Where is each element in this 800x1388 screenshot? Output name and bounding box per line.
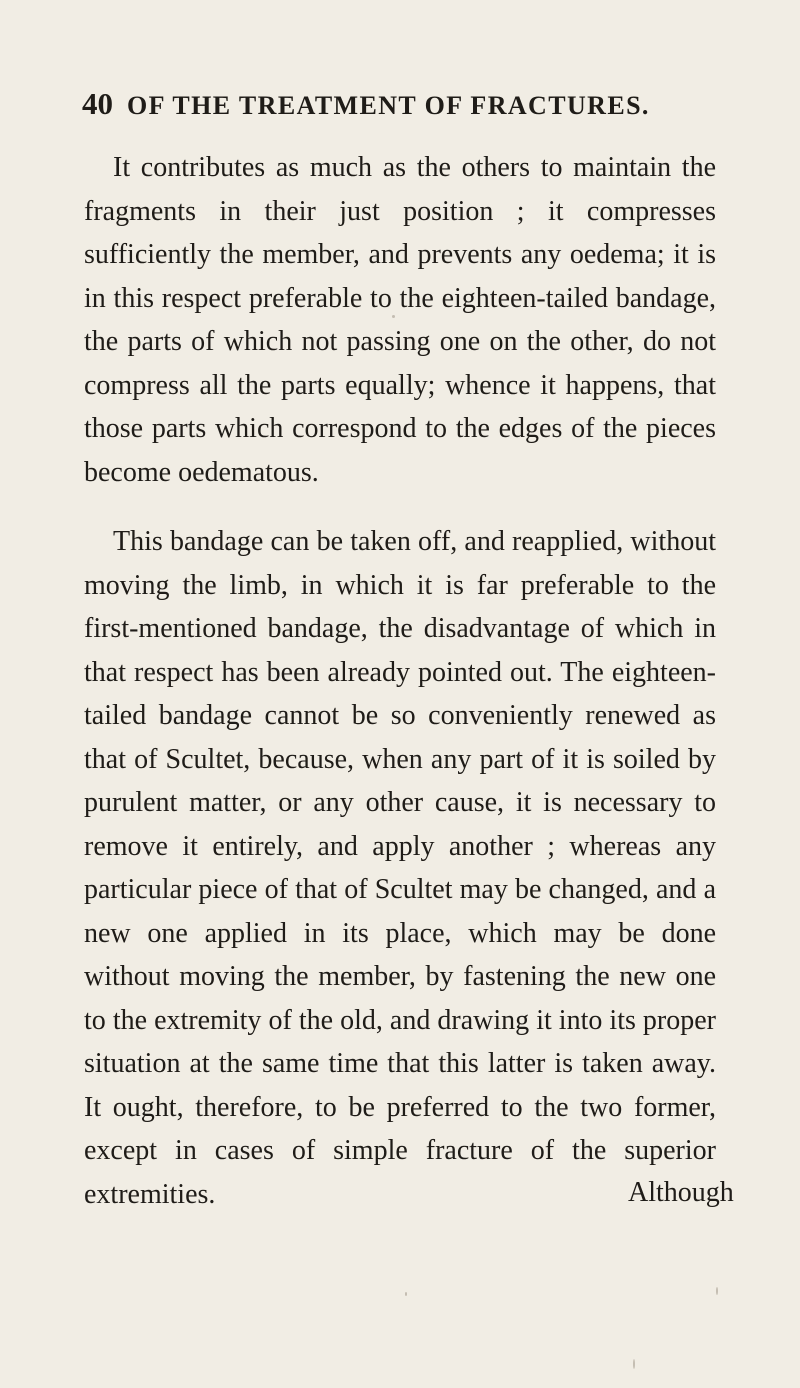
running-head: OF THE TREATMENT OF FRACTURES. <box>127 91 650 120</box>
paragraph-1: It contributes as much as the others to maintain the fragments in their just position ; it compresses sufficiently the member, and prevents any oedema; it is in this respect preferable to the eighteen-tailed bandage, the parts of which not passing one on the other, do not compress all the parts equally; whence it happens, that those parts which correspond to the edges of the pieces become oedematous. <box>84 152 716 488</box>
paragraph-2: This bandage can be taken off, and reapplied, without moving the limb, in which it is far preferable to the first-mentioned bandage, the disadvantage of which in that respect has been already pointed out. The eighteen-tailed bandage cannot be so conveniently renewed as that of Scultet, because, when any part of it is soiled by purulent matter, or any other cause, it is necessary to remove it entirely, and apply another ; whereas any particular piece of that of Scultet may be changed, and a new one applied in its place, which may be done without moving the member, by fastening the new one to the extremity of the old, and drawing it into its proper situation at the same time that this latter is taken away. It ought, therefore, to be preferred to the two former, except in cases of simple fracture of the superior extremities. <box>84 526 716 1210</box>
paper-speck <box>633 1359 635 1369</box>
paper-speck <box>405 1292 407 1296</box>
body-text <box>84 146 716 1216</box>
page-number: 40 <box>82 86 113 121</box>
page-header <box>82 86 722 122</box>
paper-speck <box>716 1287 718 1295</box>
paper-speck <box>392 315 395 318</box>
catchword: Although <box>628 1177 734 1208</box>
